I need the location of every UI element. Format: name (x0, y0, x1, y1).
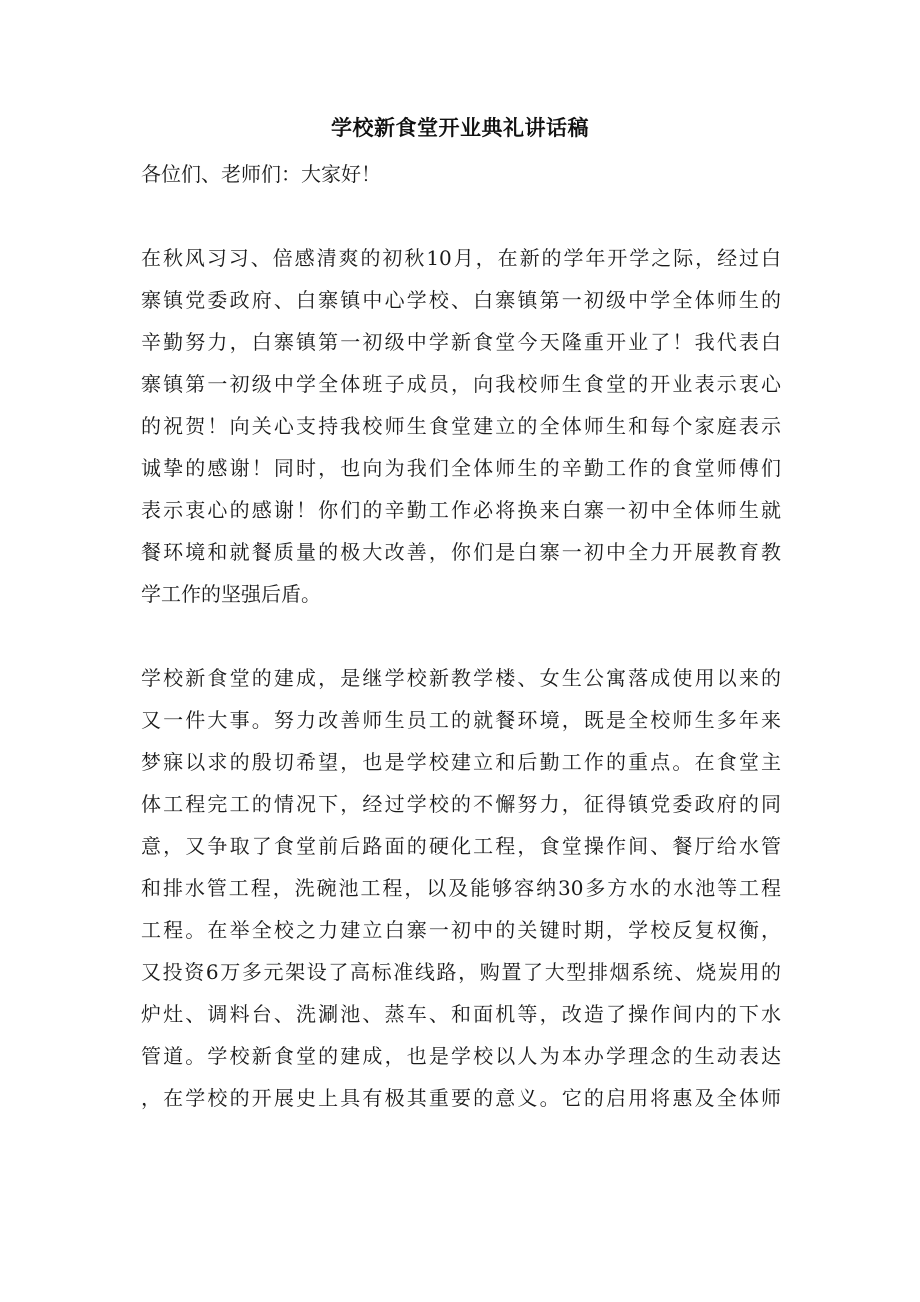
paragraph-line: 寨镇党委政府、白寨镇中心学校、白寨镇第一初级中学全体师生的 (141, 288, 781, 312)
paragraph-line: 又一件大事。努力改善师生员工的就餐环境，既是全校师生多年来 (141, 708, 781, 732)
paragraph-line: 的祝贺！向关心支持我校师生食堂建立的全体师生和每个家庭表示 (141, 414, 781, 438)
paragraph-line: 在秋风习习、倍感清爽的初秋10月，在新的学年开学之际，经过白 (141, 246, 781, 270)
greeting-line: 各位们、老师们：大家好！ (141, 162, 381, 186)
paragraph-line: 学工作的坚强后盾。 (141, 582, 321, 606)
paragraph-line: 又投资6万多元架设了高标准线路，购置了大型排烟系统、烧炭用的 (141, 960, 781, 984)
paragraph-line: 梦寐以求的殷切希望，也是学校建立和后勤工作的重点。在食堂主 (141, 750, 781, 774)
paragraph-line: 意，又争取了食堂前后路面的硬化工程，食堂操作间、餐厅给水管 (141, 834, 781, 858)
paragraph-line: 餐环境和就餐质量的极大改善，你们是白寨一初中全力开展教育教 (141, 540, 781, 564)
paragraph-line: 表示衷心的感谢！你们的辛勤工作必将换来白寨一初中全体师生就 (141, 498, 781, 522)
paragraph-line: 诚挚的感谢！同时，也向为我们全体师生的辛勤工作的食堂师傅们 (141, 456, 781, 480)
paragraph-line: 工程。在举全校之力建立白寨一初中的关键时期，学校反复权衡， (141, 918, 781, 942)
paragraph-line: 学校新食堂的建成，是继学校新教学楼、女生公寓落成使用以来的 (141, 666, 781, 690)
paragraph-line: 炉灶、调料台、洗涮池、蒸车、和面机等，改造了操作间内的下水 (141, 1002, 781, 1026)
paragraph-line: 辛勤努力，白寨镇第一初级中学新食堂今天隆重开业了！我代表白 (141, 330, 781, 354)
paragraph-line: 和排水管工程，洗碗池工程，以及能够容纳30多方水的水池等工程 (141, 876, 781, 900)
paragraph-line: 管道。学校新食堂的建成，也是学校以人为本办学理念的生动表达 (141, 1044, 781, 1068)
paragraph-line: 体工程完工的情况下，经过学校的不懈努力，征得镇党委政府的同 (141, 792, 781, 816)
paragraph-line: ，在学校的开展史上具有极其重要的意义。它的启用将惠及全体师 (141, 1086, 781, 1110)
paragraph-line: 寨镇第一初级中学全体班子成员，向我校师生食堂的开业表示衷心 (141, 372, 781, 396)
document-title: 学校新食堂开业典礼讲话稿 (331, 116, 589, 140)
